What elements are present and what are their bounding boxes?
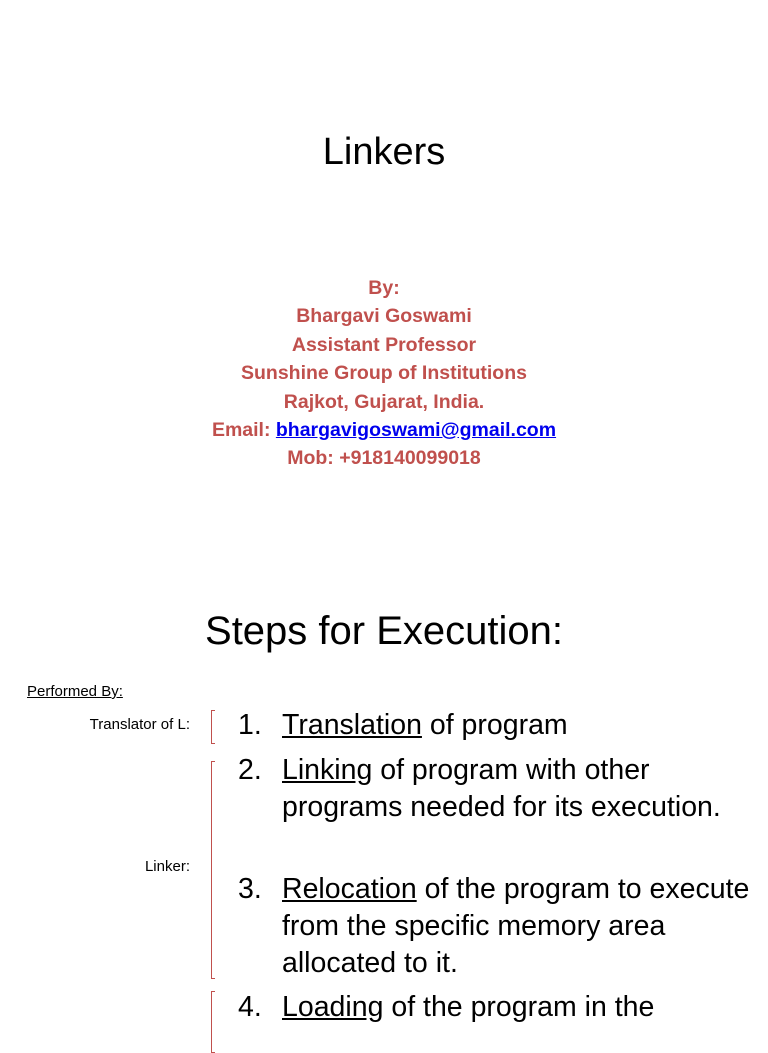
step-keyword: Translation	[282, 709, 422, 741]
author-name: Bhargavi Goswami	[296, 305, 472, 328]
step-number: 4.	[238, 991, 262, 1023]
translator-bracket	[211, 710, 215, 744]
step-text: of program	[421, 709, 568, 741]
step-keyword: Loading	[282, 991, 384, 1023]
step-text: of the program in the	[383, 991, 655, 1023]
translator-label: Translator of L:	[89, 716, 190, 733]
institution: Sunshine Group of Institutions	[241, 362, 527, 385]
step-item	[238, 707, 758, 744]
mobile-line: Mob: +918140099018	[287, 447, 481, 470]
step-text: of program with other programs needed for its execution.	[282, 754, 721, 823]
steps-slide	[0, 575, 768, 1024]
author-info	[0, 274, 768, 473]
location: Rajkot, Gujarat, India.	[283, 390, 485, 413]
step-number: 2.	[238, 754, 262, 786]
slide-title: Linkers	[322, 131, 446, 173]
loader-bracket	[211, 991, 215, 1053]
email-line	[0, 416, 768, 444]
step-item	[238, 752, 758, 826]
email-label: Email:	[211, 419, 271, 442]
step-text: of the program to execute from the specific memory area allocated to it.	[282, 873, 750, 979]
step-item	[238, 989, 758, 1026]
performed-by-heading: Performed By:	[27, 683, 123, 700]
step-item	[238, 871, 758, 982]
step-number: 3.	[238, 873, 262, 905]
step-keyword: Linking	[282, 754, 373, 786]
author-title: Assistant Professor	[291, 333, 477, 356]
step-number: 1.	[238, 709, 262, 741]
by-line: By:	[368, 277, 400, 299]
steps-title: Steps for Execution:	[205, 609, 563, 653]
step-keyword: Relocation	[282, 873, 417, 905]
linker-label: Linker:	[144, 858, 190, 875]
linker-bracket	[211, 761, 215, 979]
email-link[interactable]: bhargavigoswami@gmail.com	[275, 419, 557, 442]
